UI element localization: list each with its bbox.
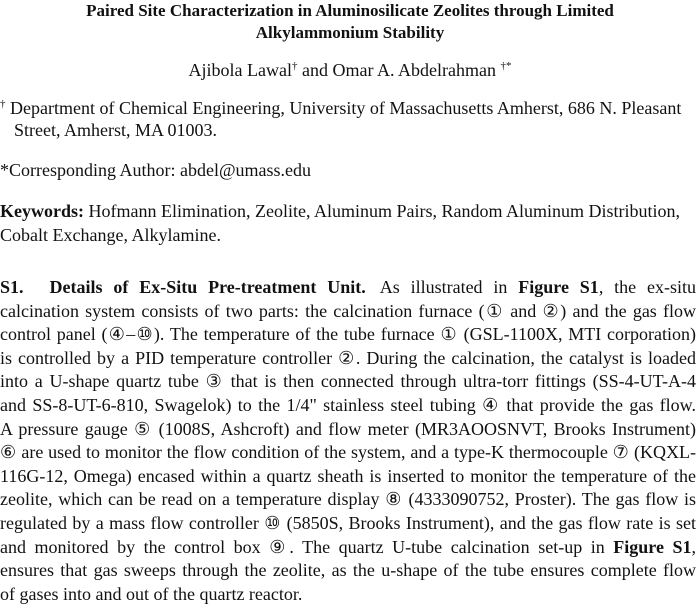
author-1-mark: † bbox=[292, 60, 298, 72]
body-text: , bbox=[691, 536, 697, 557]
body-line: control panel (④–⑩). The temperature of the tube furnace ① (GSL-1100X, MTI corporation) bbox=[0, 324, 696, 345]
body-line: is controlled by a PID temperature controller ②. During the calcination, the catalyst is loaded bbox=[0, 347, 696, 368]
author-1: Ajibola Lawal bbox=[188, 60, 292, 80]
section-title: Details of Ex-Situ Pre-treatment Unit. bbox=[49, 277, 366, 297]
author-list bbox=[0, 59, 700, 81]
title-line-1: Paired Site Characterization in Aluminosilicate Zeolites through Limited bbox=[86, 1, 614, 20]
body-line: 116G-12, Omega) encased within a quartz sheath is inserted to monitor the temperature of the bbox=[0, 465, 696, 486]
body-line: regulated by a mass flow controller ⑩ (5850S, Brooks Instrument), and the gas flow rate is set bbox=[0, 512, 696, 533]
keywords-label: Keywords: bbox=[0, 201, 84, 221]
author-2-mark: †* bbox=[500, 60, 512, 72]
body-text: As illustrated in bbox=[379, 277, 519, 297]
body-line bbox=[0, 536, 696, 560]
keywords bbox=[0, 199, 690, 247]
body-line: and SS-8-UT-6-810, Swagelok) to the 1/4" stainless steel tubing ④ that provide the gas flow. bbox=[0, 394, 696, 415]
title-line-2: Alkylammonium Stability bbox=[255, 23, 445, 42]
paper-title bbox=[0, 0, 700, 44]
body-line bbox=[0, 276, 696, 300]
corresponding-author: *Corresponding Author: abdel@umass.edu bbox=[0, 160, 312, 180]
body-line: ensures that gas sweeps through the zeolite, as the u-shape of the tube ensures complete flow bbox=[0, 560, 696, 581]
body-line: zeolite, which can be read on a temperature display ⑧ (4333090752, Proster). The gas flow is bbox=[0, 489, 696, 510]
keywords-text: Hofmann Elimination, Zeolite, Aluminum Pairs, Random Aluminum Distribution, Cobalt Exchange, Alkylamine. bbox=[0, 201, 680, 245]
body-text: , the ex-situ bbox=[598, 277, 697, 297]
body-line: calcination system consists of two parts: the calcination furnace (① and ②) and the gas flow bbox=[0, 300, 696, 321]
body-line: into a U-shape quartz tube ③ that is then connected through ultra-torr fittings (SS-4-UT-A-4 bbox=[0, 371, 696, 392]
figure-ref: Figure S1 bbox=[613, 536, 692, 557]
body-line: of gases into and out of the quartz reactor. bbox=[0, 583, 303, 604]
affiliation-text: Department of Chemical Engineering, University of Massachusetts Amherst, 686 N. Pleasant Street, Amherst, MA 01003. bbox=[5, 98, 682, 140]
body-text: and monitored by the control box ⑨. The quartz U-tube calcination set-up in bbox=[0, 536, 614, 557]
affiliation bbox=[0, 97, 686, 141]
affiliation-mark: † bbox=[0, 98, 6, 110]
section-number: S1. bbox=[0, 277, 24, 297]
body-line: ⑥ are used to monitor the flow condition of the system, and a type-K thermocouple ⑦ (KQXL- bbox=[0, 442, 696, 463]
section-body bbox=[0, 276, 696, 606]
body-line: A pressure gauge ⑤ (1008S, Ashcroft) and flow meter (MR3AOOSNVT, Brooks Instrument) bbox=[0, 418, 696, 439]
author-2: and Omar A. Abdelrahman bbox=[297, 60, 501, 80]
figure-ref: Figure S1 bbox=[518, 277, 599, 297]
